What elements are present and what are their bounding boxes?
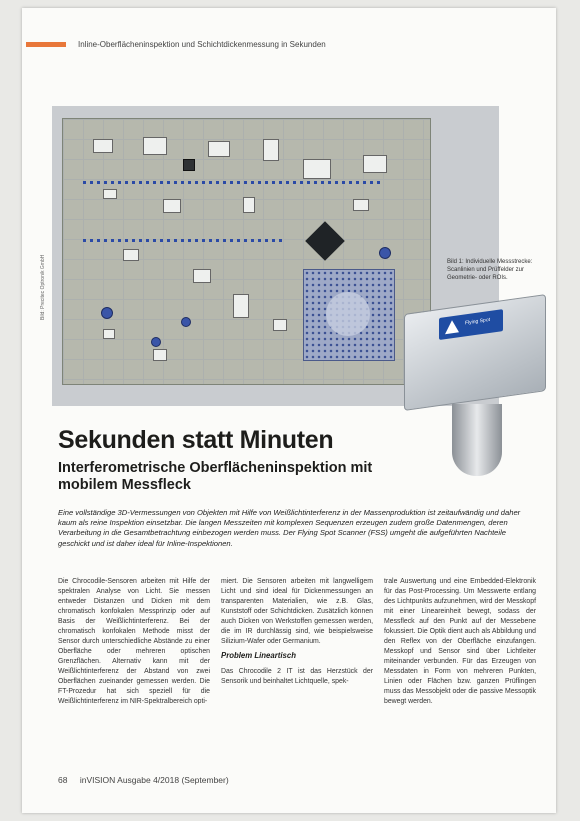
article-headline: Sekunden statt Minuten — [58, 426, 334, 454]
component — [208, 141, 230, 157]
scan-line — [83, 181, 383, 184]
component — [163, 199, 181, 213]
component — [103, 189, 117, 199]
publication-info: inVISION Ausgabe 4/2018 (September) — [79, 775, 229, 785]
component — [103, 329, 115, 339]
body-column-3 — [384, 577, 536, 707]
article-subhead: Interferometrische Oberflächeninspektion mit mobilem Messfleck — [58, 460, 373, 493]
section-label: Inline-Oberflächeninspektion und Schichtdickenmessung in Sekunden — [78, 40, 326, 49]
component — [303, 159, 331, 179]
component — [151, 337, 161, 347]
sensor-lens — [452, 404, 502, 476]
component — [193, 269, 211, 283]
pcb-scan-image — [62, 118, 431, 385]
component — [263, 139, 279, 161]
component — [379, 247, 391, 259]
body-paragraph: Die Chrocodile-Sensoren arbeiten mit Hilfe der spektralen Analyse von Licht. Sie messen entweder Distanzen und Dicken mit dem chromatisch konfokalen Messprinzip oder auf Basis der Weißlichtinterferenz. Bei der chromatisch konfokalen Methode misst der Sensor durch unterschiedliche Abstände zu einer Oberfläche oder mehreren optischen Grenzflächen. Alternativ kann mit der Weißlichtinterferenz der Abstand von zwei Oberflächen zueinander gemessen werden. Die FT-Prozedur hat sich speziell für die Weißlichtinterferenz im NIR-Spektralbereich opti- — [58, 578, 210, 705]
figure-caption: Bild 1: Individuelle Messstrecke: Scanlinien und Prüffelder zur Geometrie- oder ROIs. — [447, 259, 533, 281]
bga-region — [303, 269, 395, 361]
component — [243, 197, 255, 213]
section-heading: Problem Lineartisch — [221, 651, 296, 660]
component — [353, 199, 369, 211]
body-column-1 — [58, 577, 210, 707]
component — [101, 307, 113, 319]
bga-highlight — [326, 292, 370, 336]
component — [183, 159, 195, 171]
component — [273, 319, 287, 331]
page-number: 68 — [58, 775, 68, 785]
body-column-2 — [221, 577, 373, 687]
body-paragraph: trale Auswertung und eine Embedded-Elektronik für das Post-Processing. Um Messwerte entlang des Lichtpunkts aufzunehmen, wird der Messkopf mit einer Lineareinheit bewegt, sodass der Messfleck auf den Punkt auf der Messebene fokussiert. Die Optik dient auch als Abbildung und den Reflex von der Oberfläche einzufangen. Messkopf und Sensor sind über Lichtleiter miteinander verbunden. Für das Erzeugen von Messdaten in Form von mehreren Punkten, Linien oder Flächen bzw. ganzen Prüflingen muss das Messobjekt oder die passive Messoptik bewegt werden. — [384, 578, 536, 705]
photo-credit: Bild: Precitec Optronik GmbH — [40, 254, 46, 320]
scan-line — [83, 239, 283, 242]
body-paragraph: Das Chrocodile 2 IT ist das Herzstück der Sensorik und beinhaltet Lichtquelle, spek- — [221, 668, 373, 685]
component — [143, 137, 167, 155]
section-accent-bar — [26, 42, 66, 47]
component — [153, 349, 167, 361]
body-paragraph: miert. Die Sensoren arbeiten mit langwelligem Licht und sind ideal für Dickenmessungen an transparenten Materialien, wie z.B. Glas, Kunststoff oder Schichtdicken. Zusätzlich können auch Dicken von Werkstoffen gemessen werden, die im IR durchlässig sind, wie beispielsweise Silizium-Wafer oder Germanium. — [221, 578, 373, 645]
page-footer — [58, 775, 229, 785]
component — [181, 317, 191, 327]
sensor-label-text: Flying Spot — [465, 316, 491, 327]
component — [123, 249, 139, 261]
sensor-housing — [404, 294, 546, 411]
logo-triangle-icon — [445, 319, 459, 334]
component — [233, 294, 249, 318]
sensor-label-plate — [439, 309, 503, 340]
component — [363, 155, 387, 173]
article-lead: Eine vollständige 3D-Vermessungen von Objekten mit Hilfe von Weißlichtinterferenz in der Massenproduktion ist zeitaufwändig und daher kaum als reine Inspektion einsetzbar. Die langen Messzeiten mit komplexen Sequenzen erzeugen zudem große Datenmengen, deren Verarbeitung in die Gesamtbetrachtung einbezogen werden muss. Der Flying Spot Scanner (FSS) umgeht die aufgeführten Nachteile geschickt und ist daher ideal für Inline-Inspektionen. — [58, 508, 521, 548]
sensor-photo — [400, 292, 550, 482]
component — [93, 139, 113, 153]
